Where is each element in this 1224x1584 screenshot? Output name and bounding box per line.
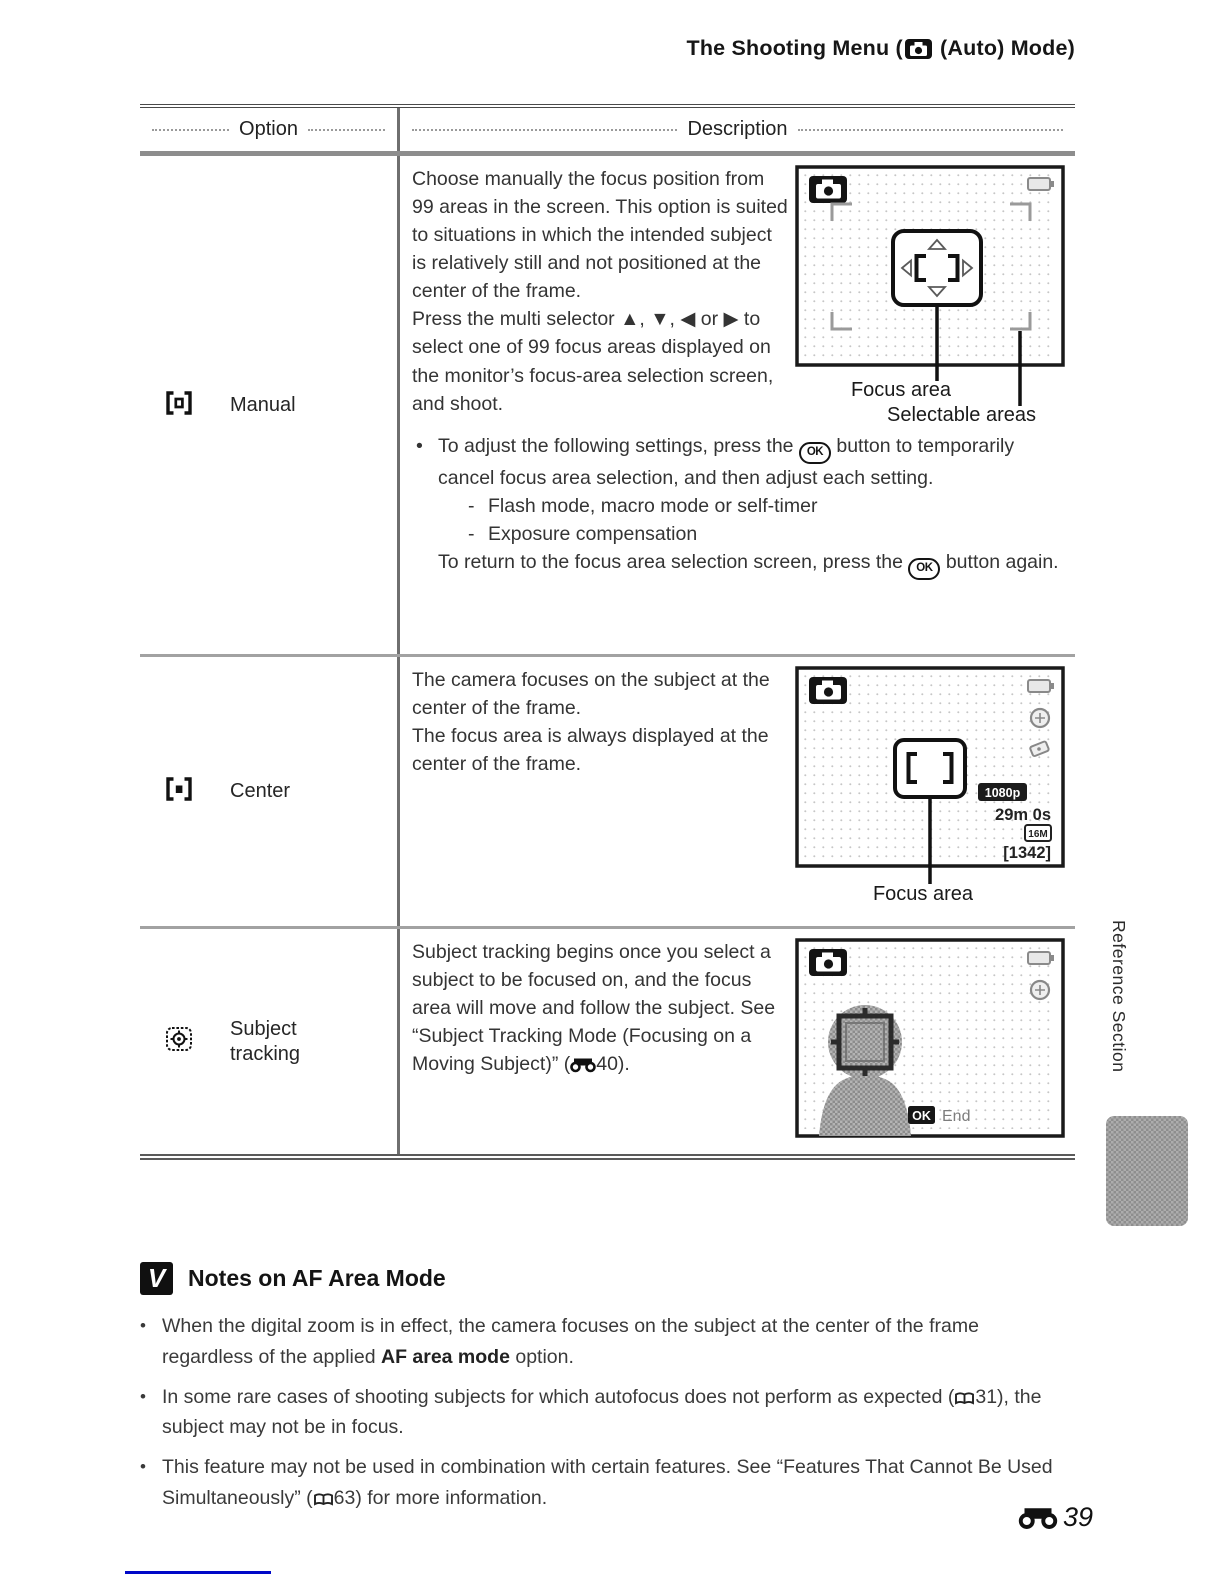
column-header-description-label: Description bbox=[687, 118, 788, 140]
motion-detection-icon bbox=[1031, 709, 1049, 727]
subject-tracking-icon bbox=[164, 1025, 194, 1058]
table-row-center bbox=[140, 654, 1075, 926]
notes-bullet-3 bbox=[140, 1452, 1070, 1514]
camera-screen-illustration-center bbox=[795, 666, 1067, 909]
table-row-manual bbox=[140, 156, 1075, 654]
battery-icon bbox=[1028, 680, 1054, 692]
end-label: End bbox=[942, 1108, 971, 1125]
column-header-option-label: Option bbox=[239, 118, 298, 140]
page-number-value: 39 bbox=[1063, 1502, 1094, 1532]
option-label: Subject tracking bbox=[230, 1017, 301, 1065]
notes-bullet-1 bbox=[140, 1311, 1070, 1373]
battery-icon bbox=[1028, 178, 1054, 190]
selectable-areas-label: Selectable areas bbox=[887, 404, 1036, 425]
option-label: Manual bbox=[230, 393, 296, 416]
column-header-description bbox=[400, 108, 1075, 151]
battery-icon bbox=[1028, 952, 1054, 964]
manual-bullet-1 bbox=[412, 432, 1067, 580]
sub-item-text: - Flash mode, macro mode or self-timer bbox=[488, 495, 818, 518]
reference-section-tab bbox=[1106, 1116, 1188, 1226]
note-text: ), the subject may not be in focus. bbox=[162, 1385, 1042, 1439]
table-row-subject-tracking bbox=[140, 926, 1075, 1154]
auto-mode-camera-icon bbox=[809, 949, 847, 976]
manual-return-note bbox=[438, 548, 1067, 580]
bullet-text: To adjust the following settings, press the bbox=[438, 435, 799, 457]
description-cell-manual bbox=[400, 156, 1075, 654]
center-af-area-icon bbox=[164, 775, 194, 808]
manual-sub-item-1 bbox=[464, 492, 1067, 520]
ok-button-icon: OK bbox=[908, 558, 940, 580]
page-number bbox=[1018, 1502, 1093, 1533]
page-title-pre: The Shooting Menu ( bbox=[686, 36, 903, 60]
option-label: Center bbox=[230, 780, 291, 802]
reference-section-icon bbox=[1018, 1506, 1058, 1530]
camera-screen-illustration-subject-tracking bbox=[795, 938, 1067, 1145]
center-paragraph-2: The focus area is always displayed at the center of the frame. bbox=[412, 725, 769, 776]
note-text: button again. bbox=[940, 551, 1059, 574]
auto-mode-camera-icon bbox=[809, 176, 847, 203]
reference-section-icon bbox=[570, 1057, 596, 1073]
reference-page-number: 31 bbox=[975, 1385, 998, 1408]
note-text: option. bbox=[509, 1345, 574, 1368]
page-title-post: (Auto) Mode) bbox=[933, 36, 1075, 60]
table-header-row bbox=[140, 108, 1075, 156]
book-reference-icon bbox=[313, 1492, 334, 1507]
camera-screen-illustration-manual bbox=[795, 165, 1067, 430]
focus-area-label: Focus area bbox=[850, 379, 952, 401]
reference-page-number: 40 bbox=[596, 1053, 618, 1076]
movie-quality-label: 1080p bbox=[984, 786, 1021, 800]
movie-time-remaining: 29m 0s bbox=[995, 806, 1051, 824]
bullet-text: button to temporarily cancel focus area selection, and then adjust each setting. bbox=[438, 435, 1015, 489]
image-size-label: 16M bbox=[1028, 829, 1048, 840]
manual-paragraph-2: Press the multi selector ▲, ▼, ◀ or ▶ to select one of 99 focus areas displayed on the monitor’s focus-area selection screen, and shoot. bbox=[412, 308, 774, 415]
paragraph-text: Subject tracking begins once you select a subject to be focused on, and the focus area will move and follow the subject. See “Subject Tracking Mode (Focusing on a Moving Subject)” ( bbox=[412, 941, 776, 1076]
manual-paragraph-1: Choose manually the focus position from 99 areas in the screen. This option is suited to situations in which the intended subject is relatively still and not positioned at the center of the frame. bbox=[412, 168, 788, 303]
notes-section bbox=[140, 1262, 1070, 1523]
reference-section-sidebar-label: Reference Section bbox=[1109, 920, 1129, 1073]
af-area-mode-table bbox=[140, 104, 1075, 1160]
center-paragraph-1: The camera focuses on the subject at the center of the frame. bbox=[412, 669, 770, 720]
auto-mode-camera-icon bbox=[809, 677, 847, 704]
af-area-mode-bold-text: AF area mode bbox=[380, 1345, 510, 1368]
option-cell-center bbox=[140, 657, 400, 926]
column-header-option bbox=[140, 108, 400, 151]
note-text: This feature may not be used in combination with certain features. See “Features That Cannot Be Used Simultaneously” ( bbox=[162, 1456, 1053, 1509]
auto-mode-camera-icon bbox=[905, 39, 932, 65]
notes-checkmark-icon: V bbox=[140, 1262, 173, 1295]
option-cell-manual bbox=[140, 156, 400, 654]
subject-tracking-paragraph bbox=[412, 938, 790, 1078]
notes-title: Notes on AF Area Mode bbox=[188, 1265, 446, 1291]
image-size-badge bbox=[1025, 825, 1051, 841]
book-reference-icon bbox=[954, 1391, 975, 1406]
note-text: To return to the focus area selection screen, press the bbox=[438, 551, 909, 574]
manual-description-text bbox=[412, 165, 790, 430]
focus-area-box bbox=[895, 740, 965, 797]
description-cell-center bbox=[400, 657, 1075, 926]
option-cell-subject-tracking bbox=[140, 929, 400, 1154]
page-title bbox=[140, 36, 1075, 65]
focus-area-label: Focus area bbox=[872, 883, 974, 904]
focus-area-selector-box bbox=[893, 231, 981, 305]
ok-button-icon: OK bbox=[799, 442, 831, 464]
note-text: When the digital zoom is in effect, the camera focuses on the subject at the center of the frame regardless of the applied bbox=[162, 1315, 979, 1368]
note-text: In some rare cases of shooting subjects for which autofocus does not perform as expected ( bbox=[162, 1385, 955, 1408]
paragraph-text: ). bbox=[617, 1053, 630, 1076]
footer-blue-line bbox=[125, 1571, 271, 1574]
notes-bullet-2 bbox=[140, 1382, 1070, 1444]
center-description-text bbox=[412, 666, 790, 909]
movie-quality-badge bbox=[978, 783, 1027, 801]
note-text: ) for more information. bbox=[355, 1486, 548, 1509]
motion-detection-icon bbox=[1031, 981, 1049, 999]
reference-page-number: 63 bbox=[333, 1486, 356, 1509]
sub-item-text: - Exposure compensation bbox=[488, 523, 698, 546]
manual-af-area-icon bbox=[164, 389, 194, 422]
ok-badge-label: OK bbox=[912, 1109, 931, 1123]
subject-tracking-description-text bbox=[412, 938, 790, 1145]
manual-sub-item-2 bbox=[464, 520, 1067, 548]
description-cell-subject-tracking bbox=[400, 929, 1075, 1154]
exposures-remaining: [1342] bbox=[1003, 844, 1051, 862]
